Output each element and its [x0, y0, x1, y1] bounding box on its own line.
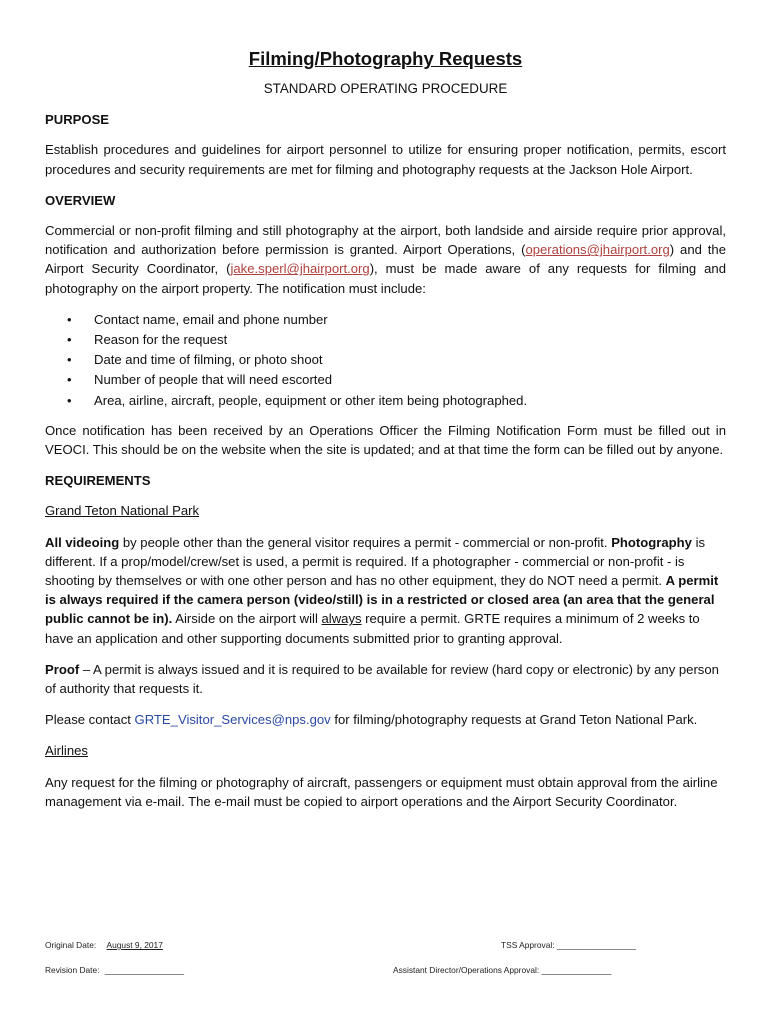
veoci-paragraph: Once notification has been received by an Operations Officer the Filming Notification Form must be filled out in VEOCI. This should be on the website when the site is updated; and at that time the form can be filled out by anyone.	[45, 422, 726, 458]
notification-requirements-list	[45, 310, 726, 410]
assistant-director-approval: Assistant Director/Operations Approval: _______________	[393, 965, 612, 975]
overview-paragraph: Commercial or non-profit filming and still photography at the airport, both landside and airside require prior approval, notification and authorization before permission is granted. Airport Operations, (operations@jhairport.org) and the Airport Security Coordinator, (jake.sperl@jhairport.org), must be made aware of any requests for filming and photography on the airport property. The notification must include:	[45, 223, 726, 296]
original-date-label: Original Date:	[45, 940, 97, 950]
operations-email-link[interactable]: operations@jhairport.org	[525, 242, 670, 258]
list-item: • Date and time of filming, or photo shoot	[94, 350, 726, 369]
list-item: • Contact name, email and phone number	[94, 310, 726, 329]
document-page	[45, 48, 726, 823]
purpose-text: Establish procedures and guidelines for airport personnel to utilize for ensuring proper notification, permits, escort procedures and security requirements are met for filming and photography requests at the Jackson Hole Airport.	[45, 142, 726, 177]
footer-row-1	[45, 940, 645, 950]
grte-visitor-services-email-link[interactable]: GRTE_Visitor_Services@nps.gov	[134, 712, 331, 728]
jake-sperl-email-link[interactable]: jake.sperl@jhairport.org	[230, 261, 370, 277]
page-subtitle: STANDARD OPERATING PROCEDURE	[263, 81, 508, 96]
airlines-subheading: Airlines	[45, 743, 88, 759]
grte-permit-paragraph: All videoing by people other than the general visitor requires a permit - commercial or non-profit. Photography is different. If a prop/model/crew/set is used, a permit is required. If a photographer - commercial or non-profit - is shooting by themselves or with one other person and has no other equipment, they do NOT need a permit. A permit is always required if the camera person (video/still) is in a restricted or closed area (an area that the general public cannot be in). Airside on the airport will always require a permit. GRTE requires a minimum of 2 weeks to have an application and other supporting documents submitted prior to granting approval.	[45, 534, 719, 646]
overview-heading: OVERVIEW	[45, 192, 116, 208]
tss-approval: TSS Approval: _________________	[501, 940, 637, 950]
purpose-heading: PURPOSE	[45, 112, 110, 128]
revision-date-value: _________________	[104, 965, 184, 975]
revision-date-label: Revision Date:	[45, 965, 100, 975]
contact-paragraph: Please contact GRTE_Visitor_Services@nps.gov for filming/photography requests at Grand Teton National Park.	[45, 712, 698, 728]
page-title: Filming/Photography Requests	[248, 48, 523, 69]
list-item: • Reason for the request	[94, 330, 726, 349]
proof-paragraph: Proof – A permit is always issued and it is required to be available for review (hard copy or electronic) by any person of authority that requests it.	[45, 661, 719, 697]
grte-subheading: Grand Teton National Park	[45, 503, 200, 519]
original-date-value: August 9, 2017	[106, 940, 163, 950]
list-item: • Area, airline, aircraft, people, equipment or other item being photographed.	[94, 391, 726, 410]
footer-row-2	[45, 965, 645, 975]
airlines-paragraph: Any request for the filming or photography of aircraft, passengers or equipment must obtain approval from the airline management via e-mail. The e-mail must be copied to airport operations and the Airport Security Coordinator.	[45, 774, 718, 809]
requirements-heading: REQUIREMENTS	[45, 473, 151, 489]
list-item: • Number of people that will need escorted	[94, 370, 726, 389]
